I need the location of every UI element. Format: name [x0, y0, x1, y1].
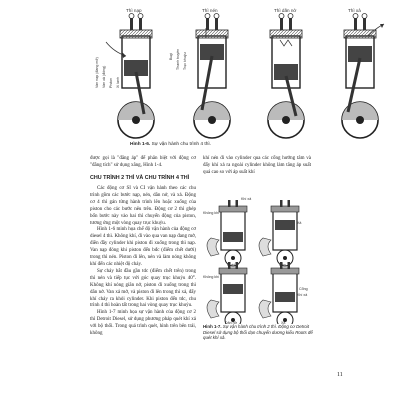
cylinder-expansion	[268, 14, 304, 139]
right-column-text: khí nén đi vào cylinder qua các cổng hướng tâm và đẩy khí xả ra ngoài cylinder không làm tăng áp suất quá cao so với áp suất khí	[203, 156, 311, 175]
label-expansion: Dãn nở	[225, 321, 237, 324]
label-exhaust: Xả	[281, 321, 286, 324]
figure-1-6-caption	[130, 142, 211, 147]
two-stroke-figure	[203, 194, 313, 324]
section-heading: CHU TRÌNH 2 THÌ VÀ CHU TRÌNH 4 THÌ	[90, 175, 190, 181]
label-crankshaft: Trục khuỷu	[183, 52, 187, 70]
two-stroke-illustration	[203, 194, 313, 324]
two-stroke-compression	[259, 200, 302, 266]
four-stroke-figure	[92, 8, 392, 144]
paragraph: Hình 1-6 minh họa chế độ vận hành của động cơ diesel 4 thì. Không khí, đi vào qua van nạp đang mở, điền đầy cylinder khi piston đi xuống trong thì nạp. Van nạp đóng khi piston đến bđc (điểm chết dưới) trong thì nén. Piston đi lên, nén và làm nóng không khí đến các nhiệt độ cháy.	[90, 227, 196, 267]
label-port: Cổng	[299, 287, 308, 291]
left-column-text	[90, 186, 196, 338]
figure-1-6-text: Sự vận hành chu trình 4 thì.	[151, 142, 212, 147]
paragraph: Hình 1-7 minh họa sự vận hành của động cơ 2 thì Detroit Diesel, sử dụng phương pháp quét khí xả với bộ thổi. Trong quá trình quét, hình trên bên trái, không	[90, 310, 196, 337]
label-exhaust-gas-bottom: Khí xả	[297, 293, 308, 297]
label-exhaust-side: Xả	[297, 221, 302, 225]
cylinder-intake	[106, 14, 154, 139]
engine-cycle-illustration	[92, 8, 392, 144]
figure-1-7-number: Hình 1-7.	[203, 324, 222, 329]
page-number: 11	[337, 372, 343, 378]
stroke-label-expansion: Thì dãn nở	[274, 8, 297, 13]
two-stroke-scavenging	[207, 200, 247, 266]
paragraph: Sự cháy bắt đầu gần tdc (điểm chết trên) trong thì nén và tiếp tục với góc quay trục khuỷu 40°. Không khí nóng giãn nở, piston đi xuống trong thì dãn nở. Van xả mở, và piston đi lên trong thì xả, đẩy khí cháy ra khỏi cylinder. Khi piston đến tdc, chu trình 4 thì hoàn tất trong hai vòng quay trục khuỷu.	[90, 268, 196, 309]
stroke-label-exhaust: Thì xả	[348, 8, 361, 13]
label-connecting-rod: Thanh truyền	[176, 48, 180, 70]
label-compression: Nén	[279, 263, 286, 267]
label-scavenging: Quét	[227, 263, 235, 267]
stroke-label-intake: Thì nạp	[126, 8, 142, 13]
cylinder-compression	[194, 14, 230, 139]
label-exhaust-valve: Van xả (đóng)	[102, 65, 106, 88]
label-intake-valve: Van nạp (đang mở)	[95, 57, 99, 88]
figure-1-6-number: Hình 1-6.	[130, 142, 151, 147]
figure-1-7-text: Sự vận hành chu trình 2 thì. Động cơ Detroit Diesel sử dụng bộ thổi dạn chuyển dương kiểu Roots để quét khí xả.	[203, 324, 313, 341]
figure-1-7-caption	[203, 324, 315, 341]
label-piston: Piston	[109, 78, 113, 88]
cylinder-exhaust	[342, 14, 384, 139]
label-spark-plug: Bugi	[169, 52, 173, 60]
stroke-label-compression: Thì nén	[202, 8, 218, 13]
paragraph: Các động cơ SI và CI vận hành theo các chu trình gồm các bước nạp, nén, dãn nở, và xả. Động cơ 4 thì gán từng hành trình lên hoặc xuống của piston cho các bước nêu trên. Động cơ 2 thì ghép bốn bước này vào hai thì chuyển động của piston, tương ứng một vòng quay trục khuỷu.	[90, 186, 196, 226]
two-stroke-expansion	[207, 262, 247, 324]
label-air-top: Không khí	[203, 211, 220, 215]
continuation-paragraph: được gọi là "đẳng áp" để phân biệt với động cơ "đẳng tích" sử dụng xăng, Hình 1-4.	[90, 156, 196, 168]
two-stroke-exhaust	[259, 262, 299, 324]
label-exhaust-gas-top: Khí xả	[241, 197, 252, 201]
label-cylinder: Xi lanh	[116, 77, 120, 88]
label-air-bottom: Không khí	[203, 275, 220, 279]
